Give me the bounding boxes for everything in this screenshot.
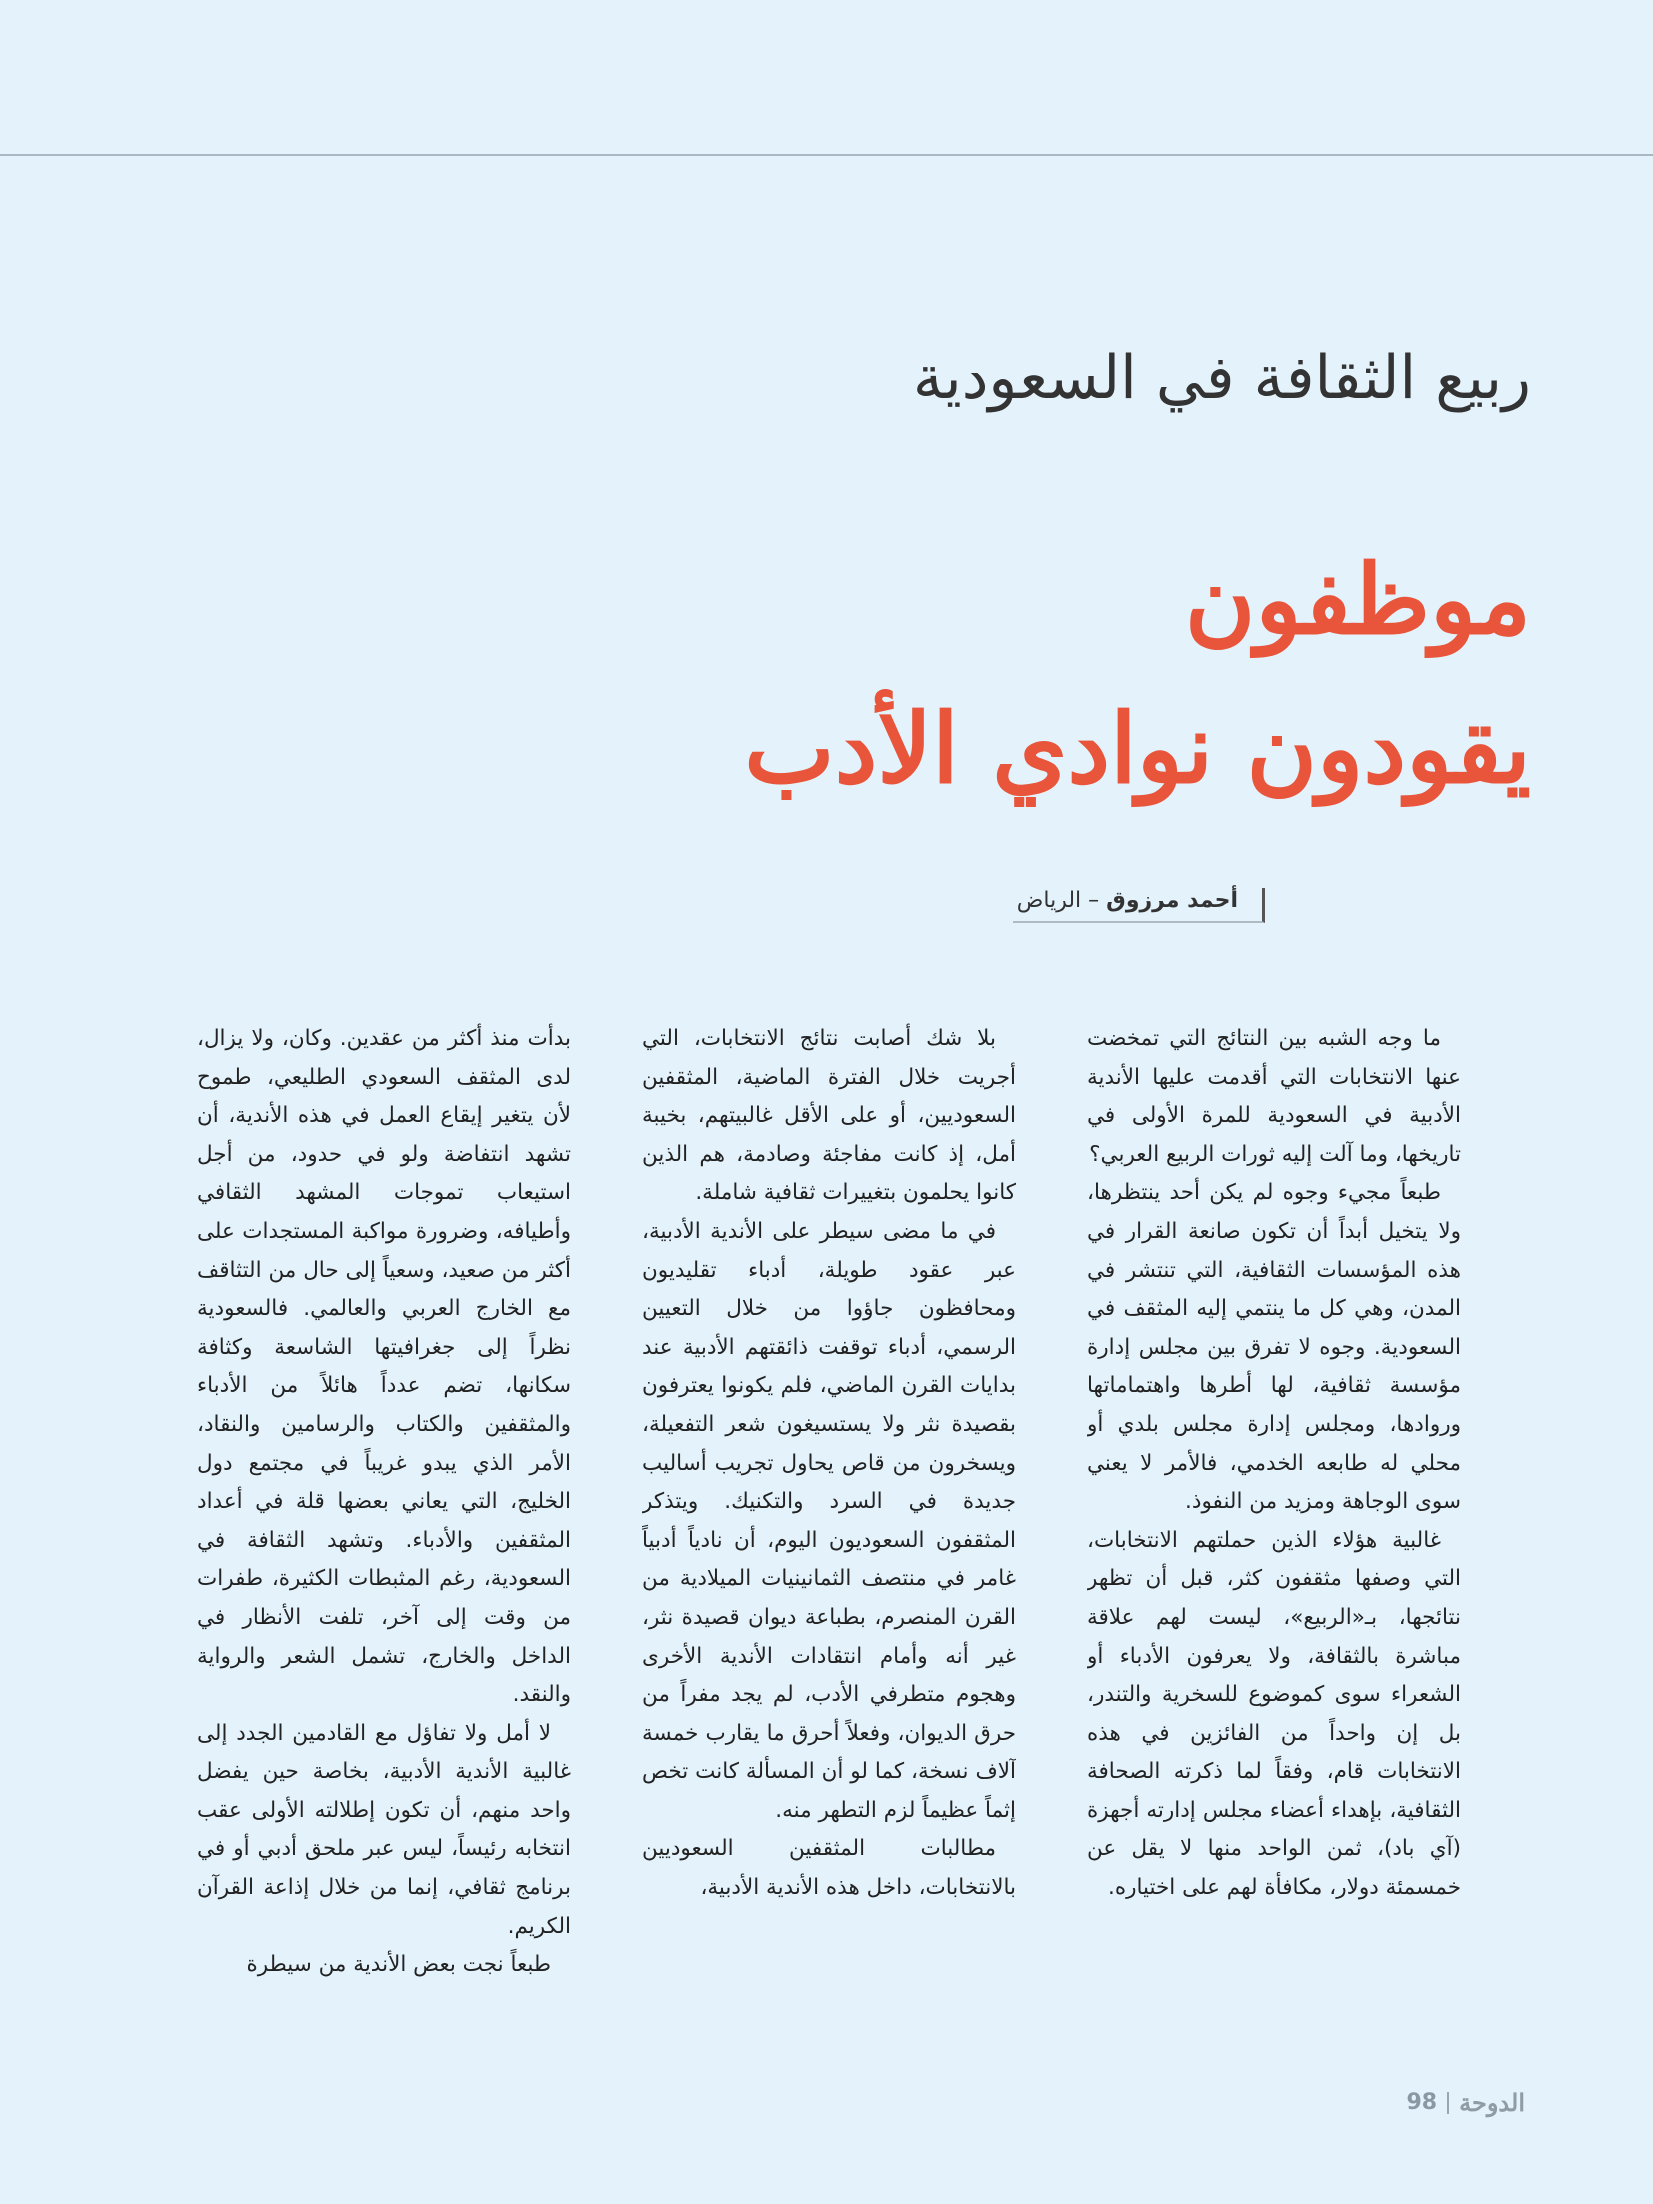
byline-author: أحمد مرزوق: [1106, 888, 1238, 913]
paragraph: بلا شك أصابت نتائج الانتخابات، التي أجريت خلال الفترة الماضية، المثقفين السعوديين، أو على الأقل غالبيتهم، بخيبة أمل، إذ كانت مفاجئة وصادمة، هم الذين كانوا يحلمون بتغييرات ثقافية شاملة.: [642, 1026, 1016, 1206]
paragraph: ما وجه الشبه بين النتائج التي تمخضت عنها الانتخابات التي أقدمت عليها الأندية الأدبية في السعودية للمرة الأولى في تاريخها، وما آلت إليه ثورات الربيع العربي؟: [1087, 1026, 1461, 1167]
kicker-title: ربيع الثقافة في السعودية: [912, 342, 1531, 413]
paragraph: في ما مضى سيطر على الأندية الأدبية، عبر عقود طويلة، أدباء تقليديون ومحافظون جاؤوا من خلال التعيين الرسمي، أدباء توقفت ذائقتهم الأدبية عند بدايات القرن الماضي، فلم يكونوا يعترفون بقصيدة نثر ولا يستسيغون شعر التفعيلة، ويسخرون من قاص يحاول تجريب أساليب جديدة في السرد والتكنيك. ويتذكر المثقفون السعوديون اليوم، أن نادياً أدبياً غامر في منتصف الثمانينيات الميلادية من القرن المنصرم، بطباعة ديوان قصيدة نثر، غير أنه وأمام انتقادات الأندية الأخرى وهجوم متطرفي الأدب، لم يجد مفراً من حرق الديوان، وفعلاً أحرق ما يقارب خمسة آلاف نسخة، كما لو أن المسألة كانت تخص إثماً عظيماً لزم التطهر منه.: [642, 1218, 1016, 1823]
article-body: [197, 1020, 1461, 2040]
headline-line-2: يقودون نوادي الأدب: [744, 692, 1531, 806]
footer-divider: [1447, 2092, 1449, 2114]
article-column-1: [1087, 1020, 1461, 2040]
paragraph: غالبية هؤلاء الذين حملتهم الانتخابات، التي وصفها مثقفون كثر، قبل أن تظهر نتائجها، بـ«الربيع»، ليست لهم علاقة مباشرة بالثقافة، ولا يعرفون الأدباء أو الشعراء سوى كموضوع للسخرية والتندر، بل إن واحداً من الفائزين في هذه الانتخابات قام، وفقاً لما ذكرته الصحافة الثقافية، بإهداء أعضاء مجلس إدارته أجهزة (آي باد)، ثمن الواحد منها لا يقل عن خمسمئة دولار، مكافأة لهم على اختياره.: [1087, 1527, 1461, 1901]
page-footer: [1407, 2088, 1526, 2117]
headline-line-1: موظفون: [1184, 543, 1531, 657]
magazine-logo: الدوحة: [1459, 2088, 1525, 2117]
paragraph: طبعاً مجيء وجوه لم يكن أحد ينتظرها، ولا يتخيل أبداً أن تكون صانعة القرار في هذه المؤسسات الثقافية، التي تنتشر في المدن، وهي كل ما ينتمي إليه المثقف في السعودية. وجوه لا تفرق بين مجلس إدارة مؤسسة ثقافية، لها أطرها واهتماماتها وروادها، ومجلس إدارة مجلس بلدي أو محلي له طابعه الخدمي، فالأمر لا يعني سوى الوجاهة ومزيد من النفوذ.: [1087, 1180, 1461, 1515]
article-column-3: [197, 1020, 571, 2040]
article-column-2: [642, 1020, 1016, 2040]
paragraph: مطالبات المثقفين السعوديين بالانتخابات، داخل هذه الأندية الأدبية،: [642, 1836, 1016, 1901]
paragraph: بدأت منذ أكثر من عقدين. وكان، ولا يزال، لدى المثقف السعودي الطليعي، طموح لأن يتغير إيقاع العمل في هذه الأندية، أن تشهد انتفاضة ولو في حدود، من أجل استيعاب تموجات المشهد الثقافي وأطيافه، وضرورة مواكبة المستجدات على أكثر من صعيد، وسعياً إلى حال من التثاقف مع الخارج العربي والعالمي. فالسعودية نظراً إلى جغرافيتها الشاسعة وكثافة سكانها، تضم عدداً هائلاً من الأدباء والمثقفين والكتاب والرسامين والنقاد، الأمر الذي يبدو غريباً في مجتمع دول الخليج، التي يعاني بعضها قلة في أعداد المثقفين والأدباء. وتشهد الثقافة في السعودية، رغم المثبطات الكثيرة، طفرات من وقت إلى آخر، تلفت الأنظار في الداخل والخارج، تشمل الشعر والرواية والنقد.: [197, 1026, 571, 1708]
headline: [431, 526, 1531, 824]
byline-location: الرياض: [1016, 888, 1082, 913]
paragraph: طبعاً نجت بعض الأندية من سيطرة: [246, 1952, 551, 1978]
top-rule: [0, 154, 1653, 156]
page-number: 98: [1406, 2090, 1438, 2115]
byline: [1013, 888, 1265, 923]
byline-separator: –: [1081, 888, 1107, 913]
paragraph: لا أمل ولا تفاؤل مع القادمين الجدد إلى غالبية الأندية الأدبية، بخاصة حين يفضل واحد منهم، أن تكون إطلالته الأولى عقب انتخابه رئيساً، ليس عبر ملحق أدبي أو في برنامج ثقافي، إنما من خلال إذاعة القرآن الكريم.: [197, 1720, 571, 1939]
